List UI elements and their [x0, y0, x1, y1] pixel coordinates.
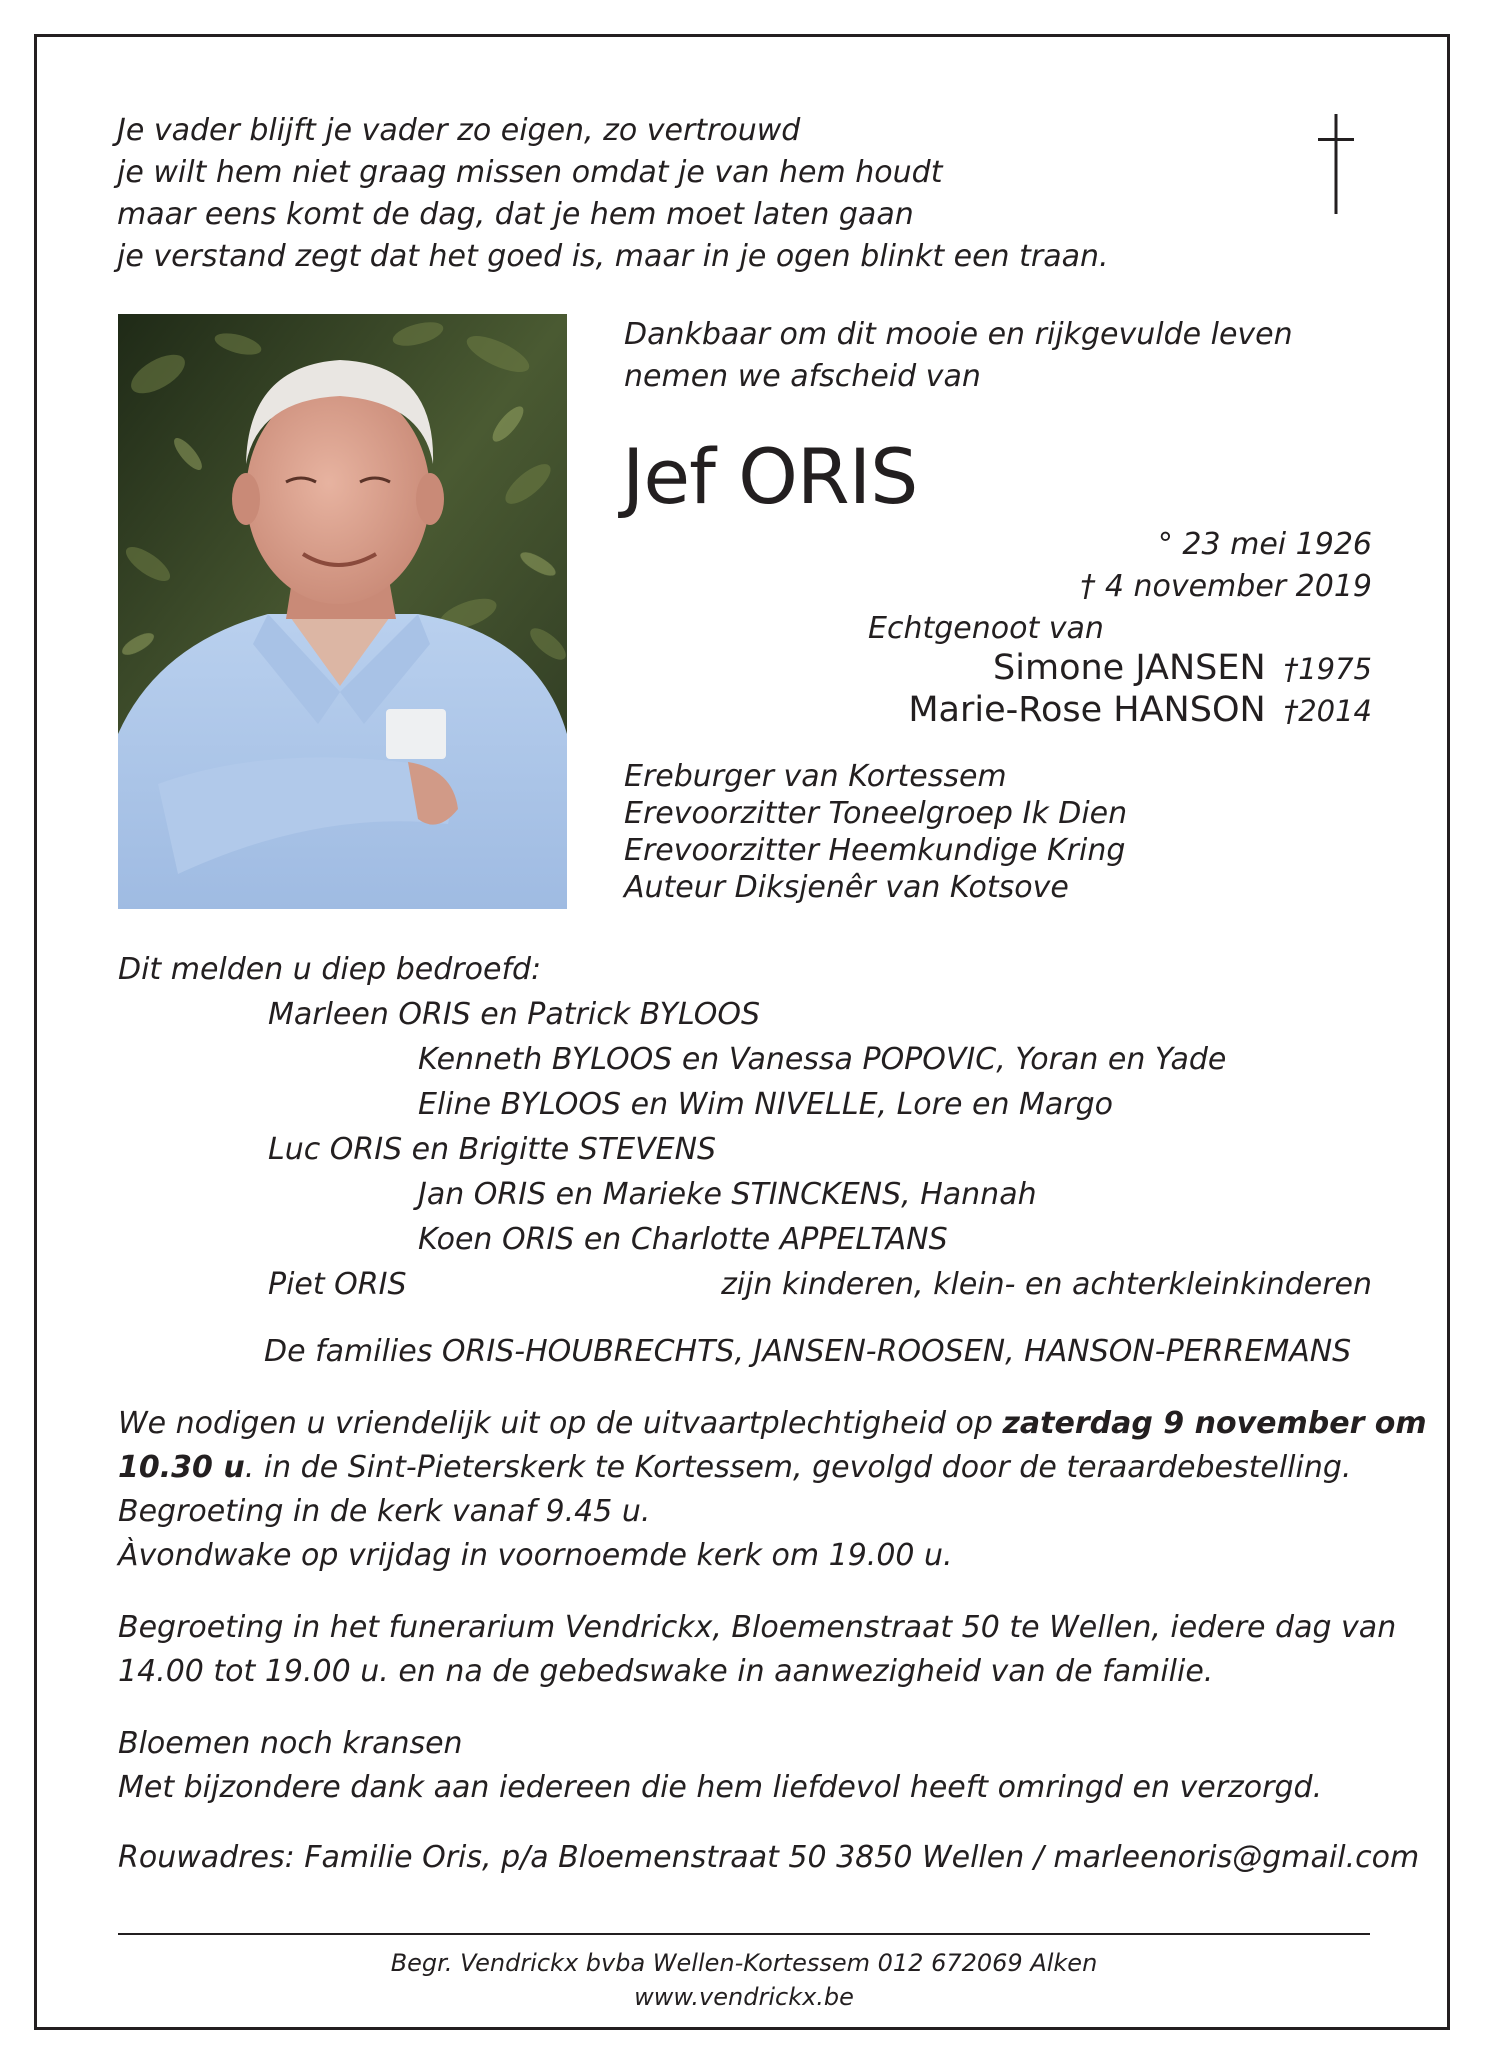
visitation-line: Begroeting in het funerarium Vendrickx, Bloemenstraat 50 te Wellen, iedere dag van — [118, 1610, 1397, 1645]
family-line: Luc ORIS en Brigitte STEVENS — [268, 1132, 717, 1167]
mourning-address: Rouwadres: Familie Oris, p/a Bloemenstraat 50 3850 Wellen / marleenoris@gmail.com — [118, 1840, 1420, 1875]
visitation-info — [118, 1606, 1396, 1694]
life-dates — [1080, 524, 1372, 608]
portrait-photo — [118, 314, 567, 909]
family-line: Piet ORIS — [268, 1267, 407, 1302]
ceremony-line: Begroeting in de kerk vanaf 9.45 u. — [118, 1494, 651, 1529]
ceremony-time: 10.30 u — [118, 1450, 245, 1485]
note-line: Met bijzondere dank aan iedereen die hem liefdevol heeft omringd en verzorgd. — [118, 1770, 1323, 1805]
cross-icon — [1318, 114, 1354, 214]
honorary-titles — [624, 758, 1127, 906]
ceremony-line — [118, 1402, 1427, 1446]
family-line: Kenneth BYLOOS en Vanessa POPOVIC, Yoran en Yade — [418, 1042, 1227, 1077]
ceremony-text: . in de Sint-Pieterskerk te Kortessem, gevolgd door de teraardebestelling. — [244, 1450, 1352, 1485]
title-line: Erevoorzitter Heemkundige Kring — [624, 833, 1126, 868]
spouse-death-year: †2014 — [1283, 694, 1372, 728]
family-line: Jan ORIS en Marieke STINCKENS, Hannah — [418, 1177, 1037, 1212]
spouses-label: Echtgenoot van — [868, 611, 1104, 646]
poem-line: maar eens komt de dag, dat je hem moet laten gaan — [117, 197, 914, 232]
ceremony-text: We nodigen u vriendelijk uit op de uitvaartplechtigheid op — [118, 1406, 1003, 1441]
title-line: Ereburger van Kortessem — [624, 759, 1007, 794]
deceased-name: Jef ORIS — [622, 432, 918, 521]
extended-families: De families ORIS-HOUBRECHTS, JANSEN-ROOSEN, HANSON-PERREMANS — [264, 1334, 1352, 1369]
funeral-home-website[interactable]: www.vendrickx.be — [634, 1983, 854, 2011]
poem — [117, 110, 1109, 278]
poem-line: je wilt hem niet graag missen omdat je van hem houdt — [117, 155, 943, 190]
notes — [118, 1722, 1322, 1810]
spouse-entry — [993, 646, 1372, 691]
title-line: Auteur Diksjenêr van Kotsove — [624, 870, 1069, 905]
ceremony-date: zaterdag 9 november om — [1002, 1406, 1427, 1441]
intro-line: nemen we afscheid van — [624, 359, 981, 394]
intro-line: Dankbaar om dit mooie en rijkgevulde leven — [624, 317, 1293, 352]
birth-date: ° 23 mei 1926 — [1157, 527, 1372, 562]
poem-line: Je vader blijft je vader zo eigen, zo vertrouwd — [117, 113, 801, 148]
family-intro: Dit melden u diep bedroefd: — [118, 952, 542, 987]
ceremony-line — [118, 1446, 1427, 1490]
family-relation: zijn kinderen, klein- en achterkleinkinderen — [721, 1267, 1372, 1302]
spouse-entry — [908, 688, 1372, 733]
death-date: † 4 november 2019 — [1080, 569, 1372, 604]
note-line: Bloemen noch kransen — [118, 1726, 463, 1761]
spouse-name: Simone JANSEN — [993, 648, 1266, 688]
title-line: Erevoorzitter Toneelgroep Ik Dien — [624, 796, 1128, 831]
intro-text — [624, 314, 1293, 398]
poem-line: je verstand zegt dat het goed is, maar in je ogen blinkt een traan. — [117, 239, 1109, 274]
ceremony-line: Àvondwake op vrijdag in voornoemde kerk om 19.00 u. — [118, 1538, 953, 1573]
visitation-line: 14.00 tot 19.00 u. en na de gebedswake in aanwezigheid van de familie. — [118, 1654, 1214, 1689]
family-line: Eline BYLOOS en Wim NIVELLE, Lore en Margo — [418, 1087, 1113, 1122]
spouse-name: Marie-Rose HANSON — [908, 690, 1266, 730]
footer-divider — [118, 1933, 1370, 1935]
family-line: Marleen ORIS en Patrick BYLOOS — [268, 997, 761, 1032]
funeral-home-info: Begr. Vendrickx bvba Wellen-Kortessem 012 672069 Alken — [390, 1949, 1098, 1977]
family-line: Koen ORIS en Charlotte APPELTANS — [418, 1222, 948, 1257]
spouse-death-year: †1975 — [1283, 652, 1372, 686]
ceremony-info — [118, 1402, 1427, 1578]
